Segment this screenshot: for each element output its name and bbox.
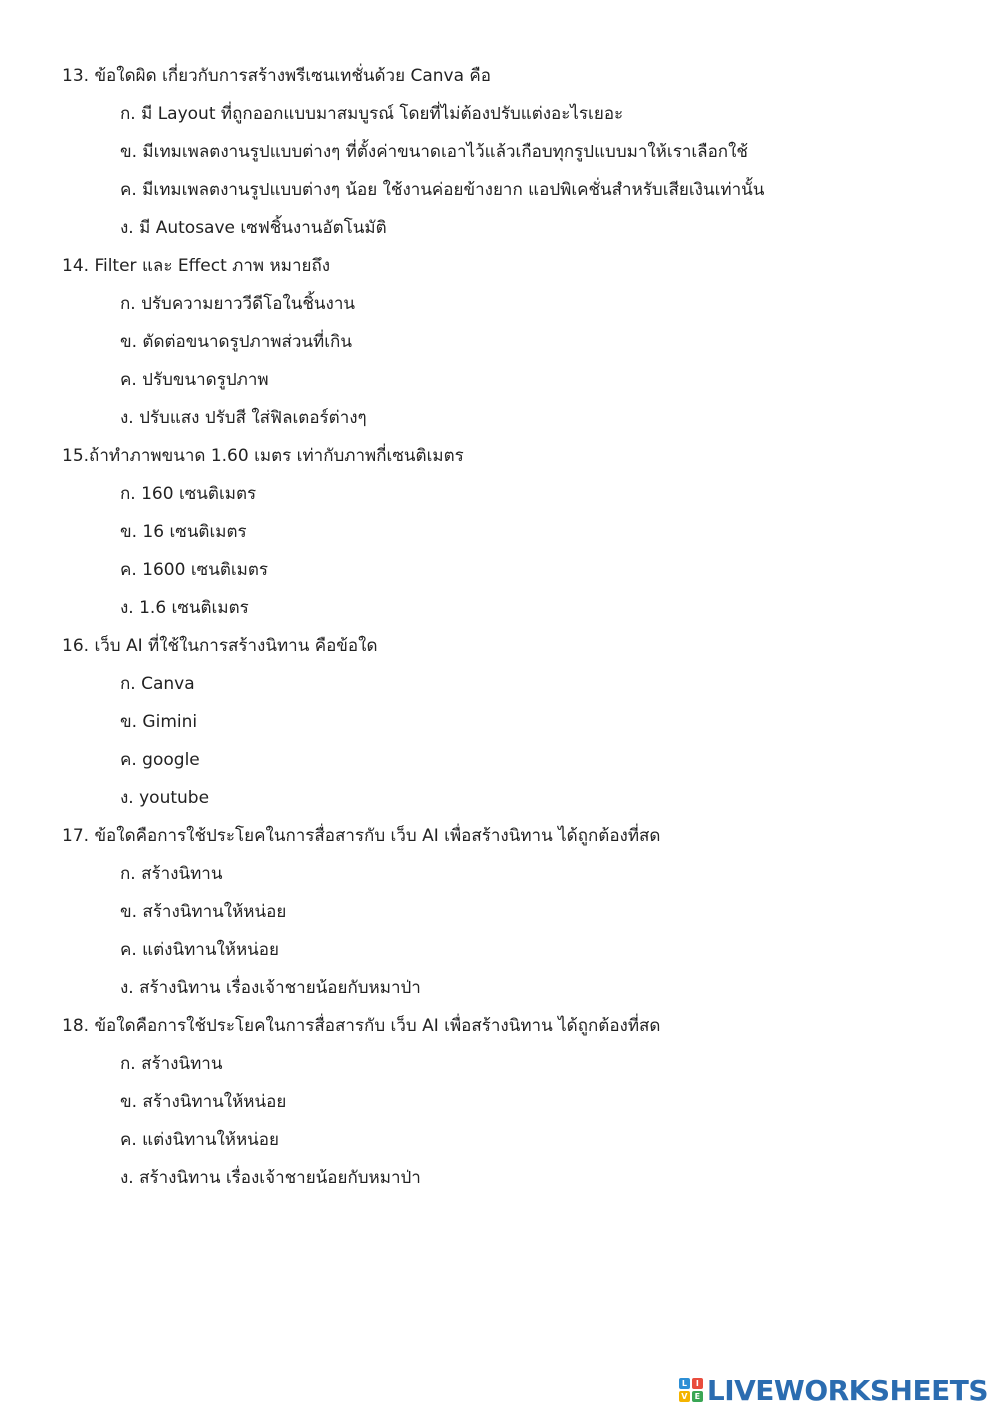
option-d[interactable]: ง. มี Autosave เซฟชิ้นงานอัตโนมัติ	[120, 218, 387, 238]
option-c[interactable]: ค. แต่งนิทานให้หน่อย	[120, 940, 279, 960]
question-14	[0, 247, 1000, 437]
option-b[interactable]: ข. 16 เซนติเมตร	[120, 522, 247, 542]
option-c[interactable]: ค. ปรับขนาดรูปภาพ	[120, 370, 269, 390]
question-15	[0, 437, 1000, 627]
question-16	[0, 627, 1000, 817]
option-b[interactable]: ข. Gimini	[120, 712, 198, 732]
option-a[interactable]: ก. Canva	[120, 674, 195, 694]
option-a[interactable]: ก. สร้างนิทาน	[120, 1054, 223, 1074]
question-text: 18. ข้อใดคือการใช้ประโยคในการสื่อสารกับ เว็บ AI เพื่อสร้างนิทาน ได้ถูกต้องที่สด	[62, 1016, 661, 1036]
option-c[interactable]: ค. แต่งนิทานให้หน่อย	[120, 1130, 279, 1150]
question-17	[0, 817, 1000, 1007]
logo-icon	[679, 1378, 703, 1402]
option-a[interactable]: ก. ปรับความยาววีดีโอในชิ้นงาน	[120, 294, 356, 314]
option-b[interactable]: ข. สร้างนิทานให้หน่อย	[120, 1092, 287, 1112]
question-18	[0, 1007, 1000, 1197]
option-a[interactable]: ก. มี Layout ที่ถูกออกแบบมาสมบูรณ์ โดยที่ไม่ต้องปรับแต่งอะไรเยอะ	[120, 104, 624, 124]
logo-square: V	[679, 1391, 690, 1402]
option-d[interactable]: ง. 1.6 เซนติเมตร	[120, 598, 249, 618]
option-a[interactable]: ก. 160 เซนติเมตร	[120, 484, 257, 504]
option-b[interactable]: ข. มีเทมเพลตงานรูปแบบต่างๆ ที่ตั้งค่าขนาดเอาไว้แล้วเกือบทุกรูปแบบมาให้เราเลือกใช้	[120, 142, 748, 162]
liveworksheets-logo	[679, 1372, 988, 1408]
question-text: 14. Filter และ Effect ภาพ หมายถึง	[62, 256, 331, 276]
question-text: 16. เว็บ AI ที่ใช้ในการสร้างนิทาน คือข้อใด	[62, 636, 378, 656]
option-d[interactable]: ง. ปรับแสง ปรับสี ใส่ฟิลเตอร์ต่างๆ	[120, 408, 367, 428]
logo-square: L	[679, 1378, 690, 1389]
question-text: 17. ข้อใดคือการใช้ประโยคในการสื่อสารกับ เว็บ AI เพื่อสร้างนิทาน ได้ถูกต้องที่สด	[62, 826, 661, 846]
option-c[interactable]: ค. google	[120, 750, 200, 770]
question-text: 15.ถ้าทำภาพขนาด 1.60 เมตร เท่ากับภาพกี่เซนติเมตร	[62, 446, 464, 466]
option-d[interactable]: ง. youtube	[120, 788, 210, 808]
worksheet	[0, 57, 1000, 1197]
question-text: 13. ข้อใดผิด เกี่ยวกับการสร้างพรีเซนเทชั่นด้วย Canva คือ	[62, 66, 491, 86]
option-c[interactable]: ค. 1600 เซนติเมตร	[120, 560, 269, 580]
logo-square: E	[692, 1391, 703, 1402]
option-c[interactable]: ค. มีเทมเพลตงานรูปแบบต่างๆ น้อย ใช้งานค่อยข้างยาก แอปพิเคชั่นสำหรับเสียเงินเท่านั้น	[120, 180, 765, 200]
question-13	[0, 57, 1000, 247]
option-b[interactable]: ข. สร้างนิทานให้หน่อย	[120, 902, 287, 922]
option-d[interactable]: ง. สร้างนิทาน เรื่องเจ้าชายน้อยกับหมาป่า	[120, 1168, 421, 1188]
option-d[interactable]: ง. สร้างนิทาน เรื่องเจ้าชายน้อยกับหมาป่า	[120, 978, 421, 998]
logo-square: I	[692, 1378, 703, 1389]
logo-text: LIVEWORKSHEETS	[706, 1373, 988, 1407]
option-b[interactable]: ข. ตัดต่อขนาดรูปภาพส่วนที่เกิน	[120, 332, 352, 352]
option-a[interactable]: ก. สร้างนิทาน	[120, 864, 223, 884]
